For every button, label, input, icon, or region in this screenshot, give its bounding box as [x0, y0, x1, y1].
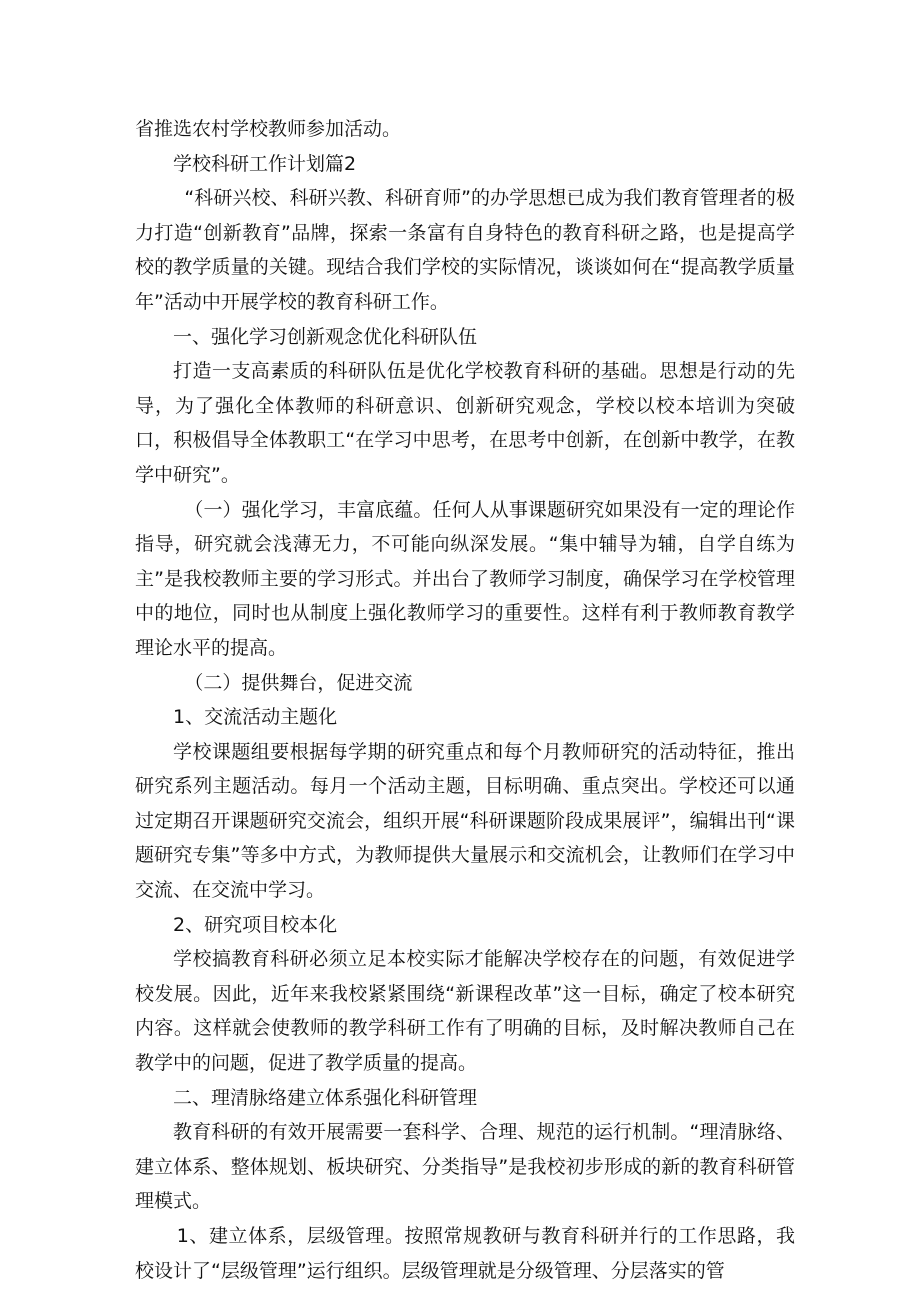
subheading-school-based-projects: 2、研究项目校本化 [173, 913, 338, 936]
intro-paragraph: “科研兴校、科研兴教、科研育师”的办学思想已成为我们教育管理者的极力打造“创新教育”品牌，探索一条富有自身特色的教育科研之路，也是提高学校的教学质量的关键。现结合我们学校的实际情况，谈谈如何在“提高教学质量年”活动中开展学校的教育科研工作。 [135, 187, 795, 313]
section-title: 学校科研工作计划篇2 [173, 152, 357, 175]
paragraph-management-model: 教育科研的有效开展需要一套科学、合理、规范的运行机制。“理清脉络、建立体系、整体规划、板块研究、分类指导”是我校初步形成的新的教育科研管理模式。 [135, 1121, 795, 1213]
paragraph-research-team: 打造一支高素质的科研队伍是优化学校教育科研的基础。思想是行动的先导，为了强化全体教师的科研意识、创新研究观念，学校以校本培训为突破口，积极倡导全体教职工“在学习中思考，在思考中创新，在创新中教学，在教学中研究”。 [135, 360, 795, 486]
subheading-provide-stage: （二）提供舞台，促进交流 [184, 671, 413, 694]
paragraph-themed-exchange: 学校课题组要根据每学期的研究重点和每个月教师研究的活动特征，推出研究系列主题活动。每月一个活动主题，目标明确、重点突出。学校还可以通过定期召开课题研究交流会，组织开展“科研课题阶段成果展评”，编辑出刊“课题研究专集”等多中方式，为教师提供大量展示和交流机会，让教师们在学习中交流、在交流中学习。 [135, 740, 795, 902]
paragraph-tiered-management: 1、建立体系，层级管理。按照常规教研与教育科研并行的工作思路，我校设计了“层级管理”运行组织。层级管理就是分级管理、分层落实的管 [135, 1225, 795, 1282]
paragraph-school-based-projects: 学校搞教育科研必须立足本校实际才能解决学校存在的问题，有效促进学校发展。因此，近年来我校紧紧围绕“新课程改革”这一目标，确定了校本研究内容。这样就会使教师的教学科研工作有了明确的目标，及时解决教师自己在教学中的问题，促进了教学质量的提高。 [135, 948, 795, 1075]
heading-part-one: 一、强化学习创新观念优化科研队伍 [173, 325, 478, 348]
subheading-themed-exchange: 1、交流活动主题化 [173, 706, 338, 729]
paragraph-continuation: 省推选农村学校教师参加活动。 [135, 118, 402, 140]
paragraph-strengthen-learning: （一）强化学习，丰富底蕴。任何人从事课题研究如果没有一定的理论作指导，研究就会浅薄无力，不可能向纵深发展。“集中辅导为辅，自学自练为主”是我校教师主要的学习形式。并出台了教师学习制度，确保学习在学校管理中的地位，同时也从制度上强化教师学习的重要性。这样有利于教师教育教学理论水平的提高。 [135, 498, 795, 659]
document-body [135, 112, 795, 1288]
heading-part-two: 二、理清脉络建立体系强化科研管理 [173, 1086, 478, 1109]
